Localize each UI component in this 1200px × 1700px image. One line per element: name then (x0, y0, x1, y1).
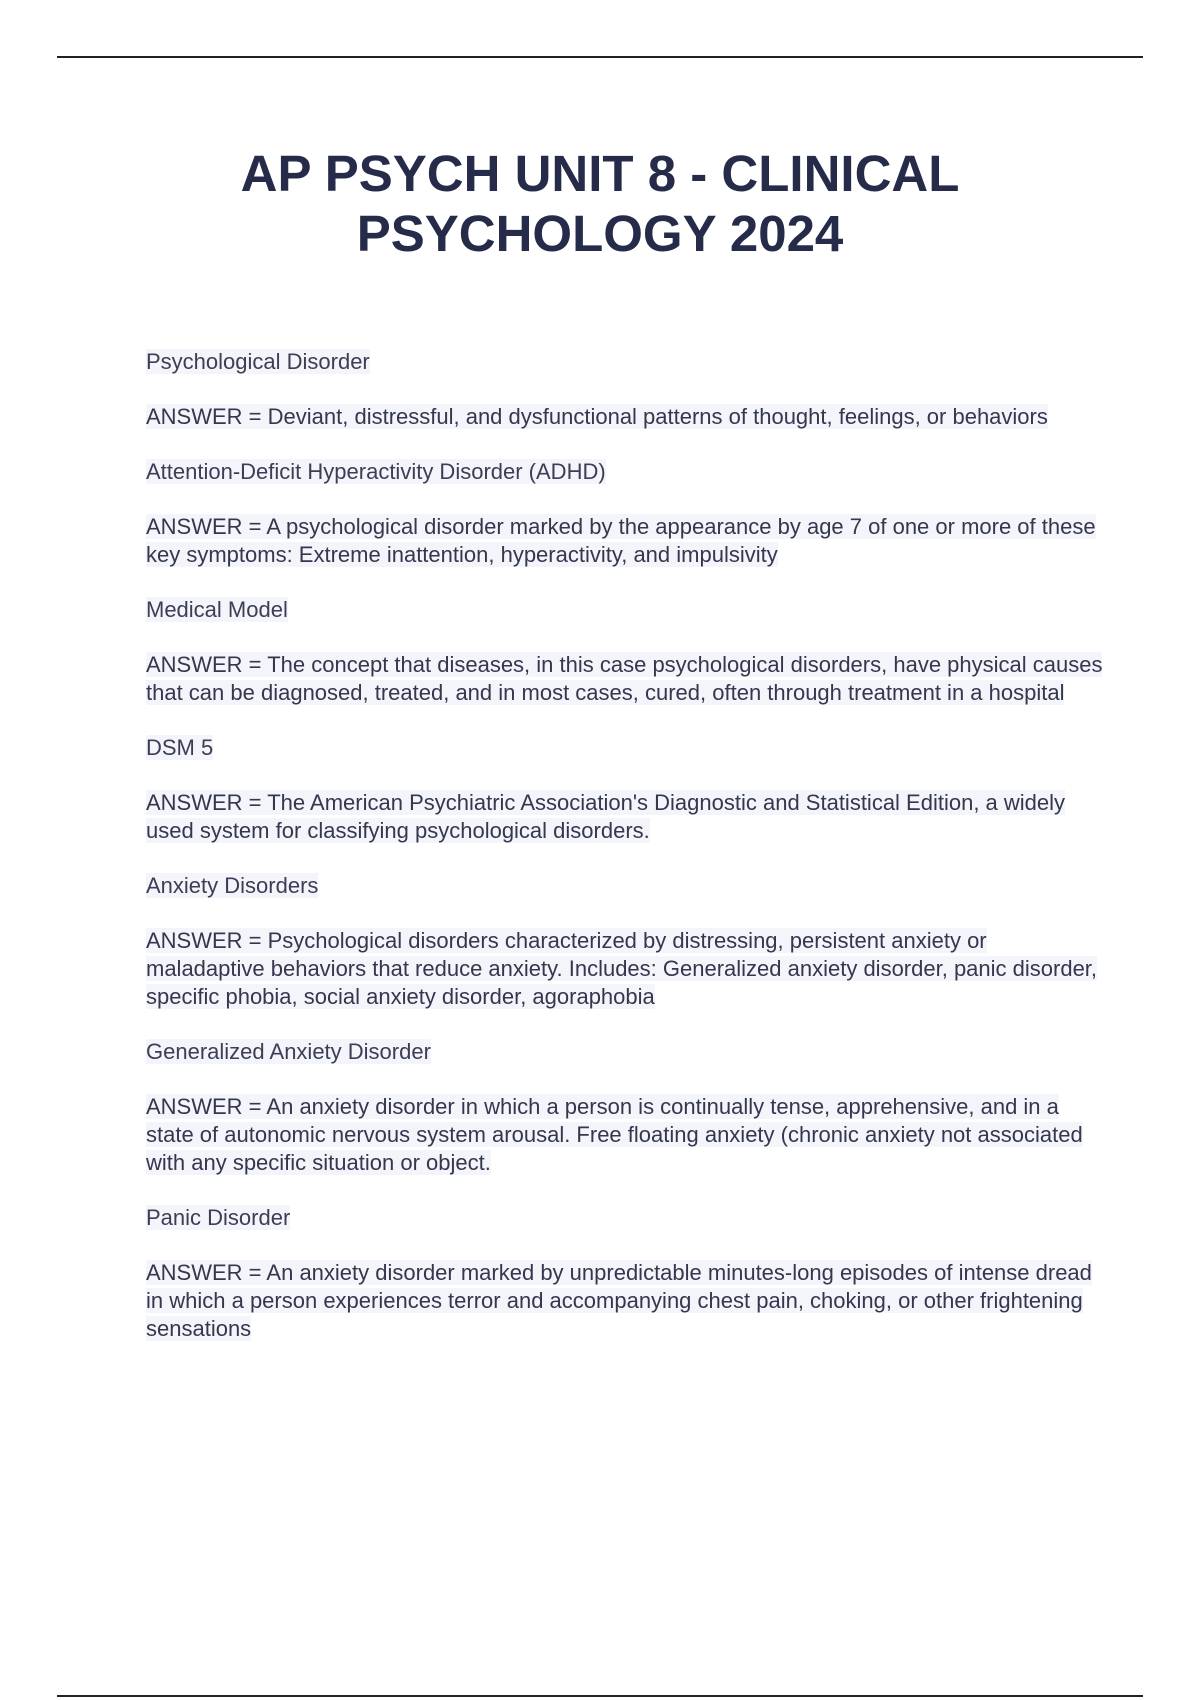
list-item (146, 458, 1106, 569)
term-heading: Anxiety Disorders (146, 873, 319, 898)
page-title (150, 144, 1050, 264)
top-rule (57, 56, 1143, 58)
bottom-rule (57, 1695, 1143, 1697)
list-item (146, 1204, 1106, 1343)
title-line-2: PSYCHOLOGY 2024 (356, 205, 844, 262)
list-item (146, 348, 1106, 431)
term-heading: Panic Disorder (146, 1205, 291, 1230)
list-item (146, 1038, 1106, 1177)
term-heading: Attention-Deficit Hyperactivity Disorder (ADHD) (146, 459, 606, 484)
answer-text: ANSWER = The concept that diseases, in this case psychological disorders, have physical causes that can be diagnosed, treated, and in most cases, cured, often through treatment in a hospital (146, 652, 1103, 705)
list-item (146, 734, 1106, 845)
term-heading: Generalized Anxiety Disorder (146, 1039, 431, 1064)
answer-text: ANSWER = Psychological disorders characterized by distressing, persistent anxiety or maladaptive behaviors that reduce anxiety. Includes: Generalized anxiety disorder, panic disorder, specific phobia, social anxiety disorder, agoraphobia (146, 928, 1098, 1009)
term-heading: Medical Model (146, 597, 288, 622)
list-item (146, 596, 1106, 707)
answer-text: ANSWER = An anxiety disorder in which a person is continually tense, apprehensive, and in a state of autonomic nervous system arousal. Free floating anxiety (chronic anxiety not associated with any specific situation or object. (146, 1094, 1083, 1175)
flashcard-list (146, 348, 1106, 1370)
answer-text: ANSWER = Deviant, distressful, and dysfunctional patterns of thought, feelings, or behaviors (146, 404, 1048, 429)
term-heading: DSM 5 (146, 735, 214, 760)
term-heading: Psychological Disorder (146, 349, 370, 374)
list-item (146, 872, 1106, 1011)
title-line-1: AP PSYCH UNIT 8 - CLINICAL (240, 145, 960, 202)
answer-text: ANSWER = The American Psychiatric Association's Diagnostic and Statistical Edition, a widely used system for classifying psychological disorders. (146, 790, 1066, 843)
answer-text: ANSWER = A psychological disorder marked by the appearance by age 7 of one or more of these key symptoms: Extreme inattention, hyperactivity, and impulsivity (146, 514, 1096, 567)
answer-text: ANSWER = An anxiety disorder marked by unpredictable minutes-long episodes of intense dread in which a person experiences terror and accompanying chest pain, choking, or other frightening sensations (146, 1260, 1092, 1341)
